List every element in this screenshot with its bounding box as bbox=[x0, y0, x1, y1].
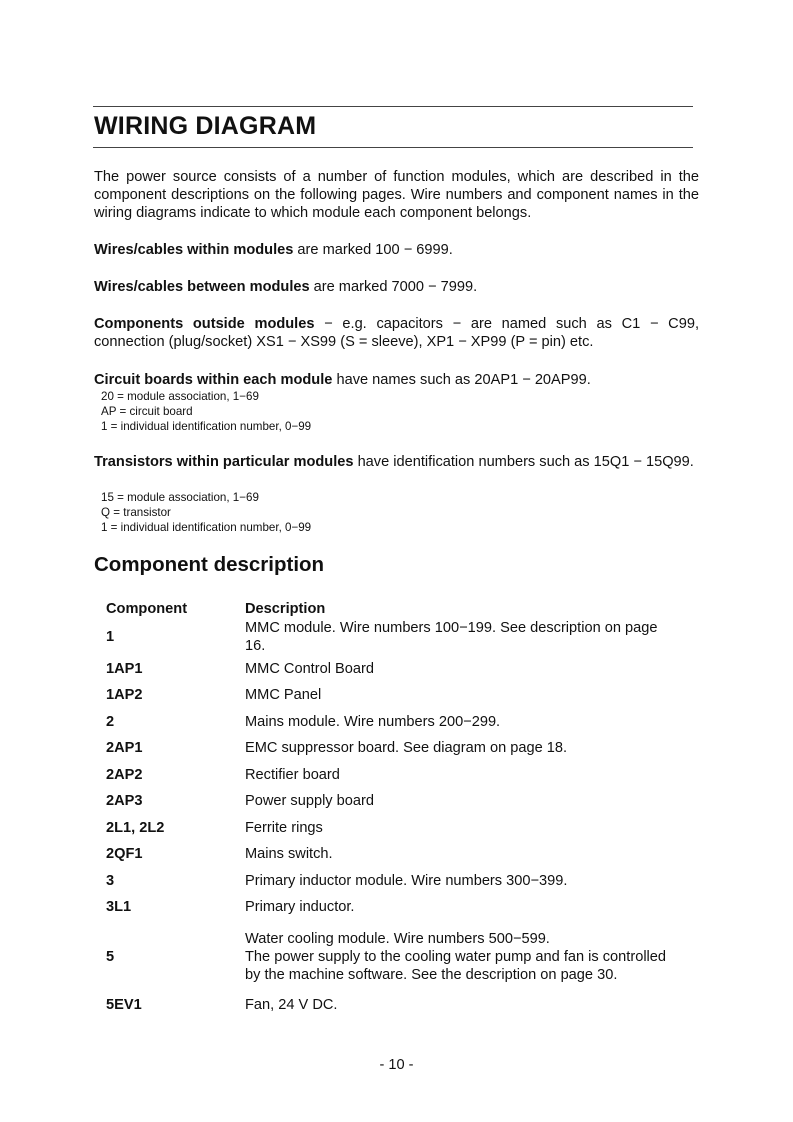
table-header-row bbox=[106, 598, 676, 619]
description-cell: EMC suppressor board. See diagram on page 18. bbox=[245, 740, 568, 756]
circuit-boards-notes bbox=[101, 389, 311, 434]
component-cell: 2 bbox=[106, 713, 115, 730]
transistors-bold: Transistors within particular modules bbox=[94, 454, 354, 470]
page-title: WIRING DIAGRAM bbox=[94, 112, 317, 140]
component-cell: 3 bbox=[106, 872, 115, 889]
wires-between-text: are marked 7000 − 7999. bbox=[309, 279, 478, 295]
description-cell: Rectifier board bbox=[245, 766, 340, 783]
description-cell: Primary inductor. bbox=[245, 899, 355, 915]
table-row bbox=[106, 920, 676, 994]
transistors-text: have identification numbers such as 15Q1 − 15Q99. bbox=[353, 454, 694, 470]
table-row bbox=[106, 867, 676, 894]
component-cell: 1AP2 bbox=[106, 687, 143, 703]
transistors-notes bbox=[101, 490, 311, 535]
table-row bbox=[106, 735, 676, 761]
intro-paragraph: The power source consists of a number of function modules, which are described in the component descriptions on the following pages. Wire numbers and component names in the wiring diagrams indicate to which module each component belongs. bbox=[94, 169, 699, 221]
circuit-boards-bold: Circuit boards within each module bbox=[94, 372, 333, 388]
wires-within-paragraph bbox=[94, 241, 699, 259]
table-row bbox=[106, 708, 676, 735]
components-outside-text: − e.g. capacitors − are named such as C1 − C99, connection (plug/socket) XS1 − XS99 (S = sleeve), XP1 − XP99 (P = pin) etc. bbox=[94, 316, 700, 350]
component-table bbox=[106, 598, 676, 1016]
component-cell: 2AP3 bbox=[106, 793, 143, 809]
wires-between-bold: Wires/cables between modules bbox=[94, 279, 310, 295]
description-cell: Mains module. Wire numbers 200−299. bbox=[245, 713, 501, 730]
description-column-header: Description bbox=[245, 600, 326, 617]
components-outside-paragraph bbox=[94, 315, 699, 351]
table-row bbox=[106, 619, 676, 655]
description-cell: MMC Panel bbox=[245, 687, 322, 703]
component-cell: 5 bbox=[106, 949, 115, 965]
section-heading: Component description bbox=[94, 553, 325, 576]
title-top-rule bbox=[93, 106, 693, 107]
components-outside-bold: Components outside modules bbox=[94, 316, 315, 332]
page-number: - 10 - bbox=[379, 1057, 414, 1073]
component-cell: 1 bbox=[106, 629, 115, 645]
circuit-boards-note: 20 = module association, 1−69 bbox=[101, 390, 259, 403]
circuit-boards-note: AP = circuit board bbox=[101, 405, 193, 418]
description-cell: MMC Control Board bbox=[245, 660, 374, 677]
component-cell: 2L1, 2L2 bbox=[106, 819, 165, 836]
table-row bbox=[106, 814, 676, 841]
description-cell: MMC module. Wire numbers 100−199. See description on page 16. bbox=[245, 620, 658, 654]
transistors-paragraph bbox=[94, 453, 699, 471]
table-row bbox=[106, 894, 676, 920]
component-column-header: Component bbox=[106, 600, 188, 617]
component-cell: 2QF1 bbox=[106, 846, 143, 862]
description-cell: Water cooling module. Wire numbers 500−599. The power supply to the cooling water pump and fan is controlled by the machine software. See the description on page 30. bbox=[245, 931, 667, 983]
component-cell: 5EV1 bbox=[106, 997, 142, 1013]
table-row bbox=[106, 841, 676, 867]
table-row bbox=[106, 788, 676, 814]
transistors-note: Q = transistor bbox=[101, 506, 171, 519]
circuit-boards-text: have names such as 20AP1 − 20AP99. bbox=[332, 372, 591, 388]
component-cell: 1AP1 bbox=[106, 660, 143, 677]
description-cell: Power supply board bbox=[245, 793, 374, 809]
description-cell: Primary inductor module. Wire numbers 300−399. bbox=[245, 872, 568, 889]
title-bottom-rule bbox=[93, 147, 693, 148]
table-row bbox=[106, 655, 676, 682]
transistors-note: 15 = module association, 1−69 bbox=[101, 491, 259, 504]
description-cell: Ferrite rings bbox=[245, 819, 323, 836]
wires-within-text: are marked 100 − 6999. bbox=[293, 242, 453, 258]
component-cell: 2AP2 bbox=[106, 766, 143, 783]
transistors-note: 1 = individual identification number, 0−99 bbox=[101, 521, 312, 534]
table-row bbox=[106, 761, 676, 788]
wires-within-bold: Wires/cables within modules bbox=[94, 242, 294, 258]
circuit-boards-note: 1 = individual identification number, 0−99 bbox=[101, 420, 312, 433]
table-row bbox=[106, 994, 676, 1016]
component-cell: 2AP1 bbox=[106, 740, 143, 756]
table-row bbox=[106, 682, 676, 708]
description-cell: Mains switch. bbox=[245, 846, 333, 862]
wires-between-paragraph bbox=[94, 278, 699, 296]
circuit-boards-paragraph bbox=[94, 371, 699, 389]
component-cell: 3L1 bbox=[106, 899, 132, 915]
description-cell: Fan, 24 V DC. bbox=[245, 997, 338, 1013]
